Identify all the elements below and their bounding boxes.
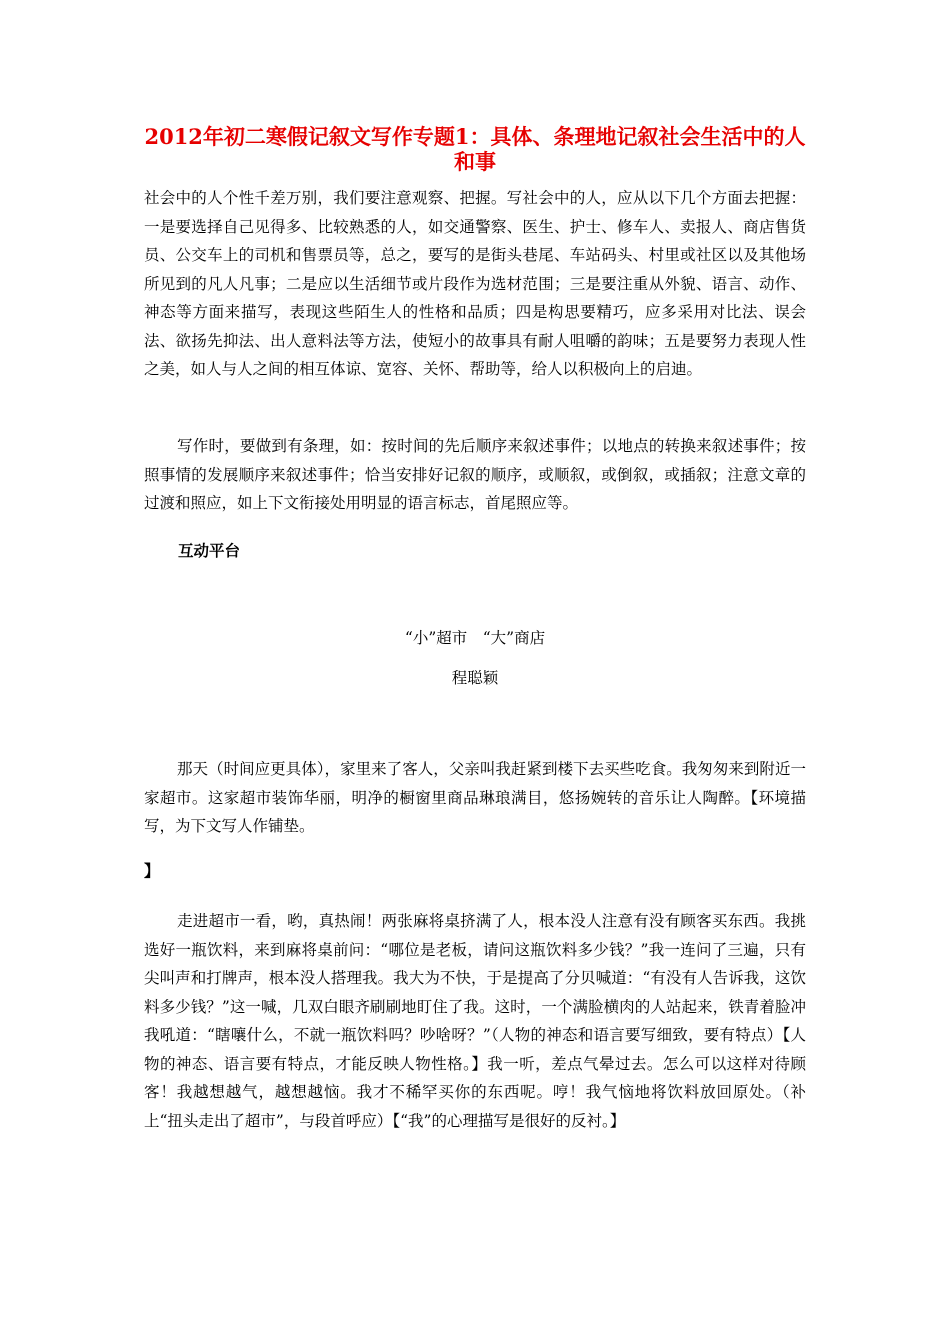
essay-paragraph-2: 走进超市一看，哟，真热闹！两张麻将桌挤满了人，根本没人注意有没有顾客买东西。我挑选好一瓶饮料，来到麻将桌前问：“哪位是老板，请问这瓶饮料多少钱？”我一连问了三遍，只有尖叫声和打牌声，根本没人搭理我。我大为不快，于是提高了分贝喊道：“有没有人告诉我，这饮料多少钱？”这一喊，几双白眼齐刷刷地盯住了我。这时，一个满脸横肉的人站起来，铁青着脸冲我吼道：“瞎嚷什么，不就一瓶饮料吗？吵啥呀？”（人物的神态和语言要写细致，要有特点）【人物的神态、语言要有特点，才能反映人物性格。】我一听，差点气晕过去。怎么可以这样对待顾客！我越想越气，越想越恼。我才不稀罕买你的东西呢。哼！我气恼地将饮料放回原处。（补上“扭头走出了超市”，与段首呼应）【“我”的心理描写是很好的反衬。】 bbox=[144, 912, 806, 1130]
writing-tips-paragraph: 写作时，要做到有条理，如：按时间的先后顺序来叙述事件；以地点的转换来叙述事件；按照事情的发展顺序来叙述事件；恰当安排好记叙的顺序，或顺叙，或倒叙，或插叙；注意文章的过渡和照应，如上下文衔接处用明显的语言标志，首尾照应等。 bbox=[144, 437, 806, 512]
essay-title: “小”超市 “大”商店 bbox=[404, 629, 546, 647]
intro-paragraph: 社会中的人个性千差万别，我们要注意观察、把握。写社会中的人，应从以下几个方面去把握：一是要选择自己见得多、比较熟悉的人，如交通警察、医生、护士、修车人、卖报人、商店售货员、公交车上的司机和售票员等，总之，要写的是街头巷尾、车站码头、村里或社区以及其他场所见到的凡人凡事；二是应以生活细节或片段作为选材范围；三是要注重从外貌、语言、动作、神态等方面来描写，表现这些陌生人的性格和品质；四是构思要精巧，应多采用对比法、误会法、欲扬先抑法、出人意料法等方法，使短小的故事具有耐人咀嚼的韵味；五是要努力表现人性之美，如人与人之间的相互体谅、宽容、关怀、帮助等，给人以积极向上的启迪。 bbox=[144, 189, 806, 378]
closing-bracket: 】 bbox=[144, 861, 160, 880]
essay-paragraph-1: 那天（时间应更具体），家里来了客人，父亲叫我赶紧到楼下去买些吃食。我匆匆来到附近一家超市。这家超市装饰华丽，明净的橱窗里商品琳琅满目，悠扬婉转的音乐让人陶醉。【环境描写，为下文写人作铺垫。 bbox=[144, 760, 806, 835]
essay-author: 程聪颖 bbox=[451, 669, 499, 687]
document-title: 2012年初二寒假记叙文写作专题1：具体、条理地记叙社会生活中的人和事 bbox=[144, 124, 806, 174]
section-heading: 互动平台 bbox=[178, 541, 241, 560]
